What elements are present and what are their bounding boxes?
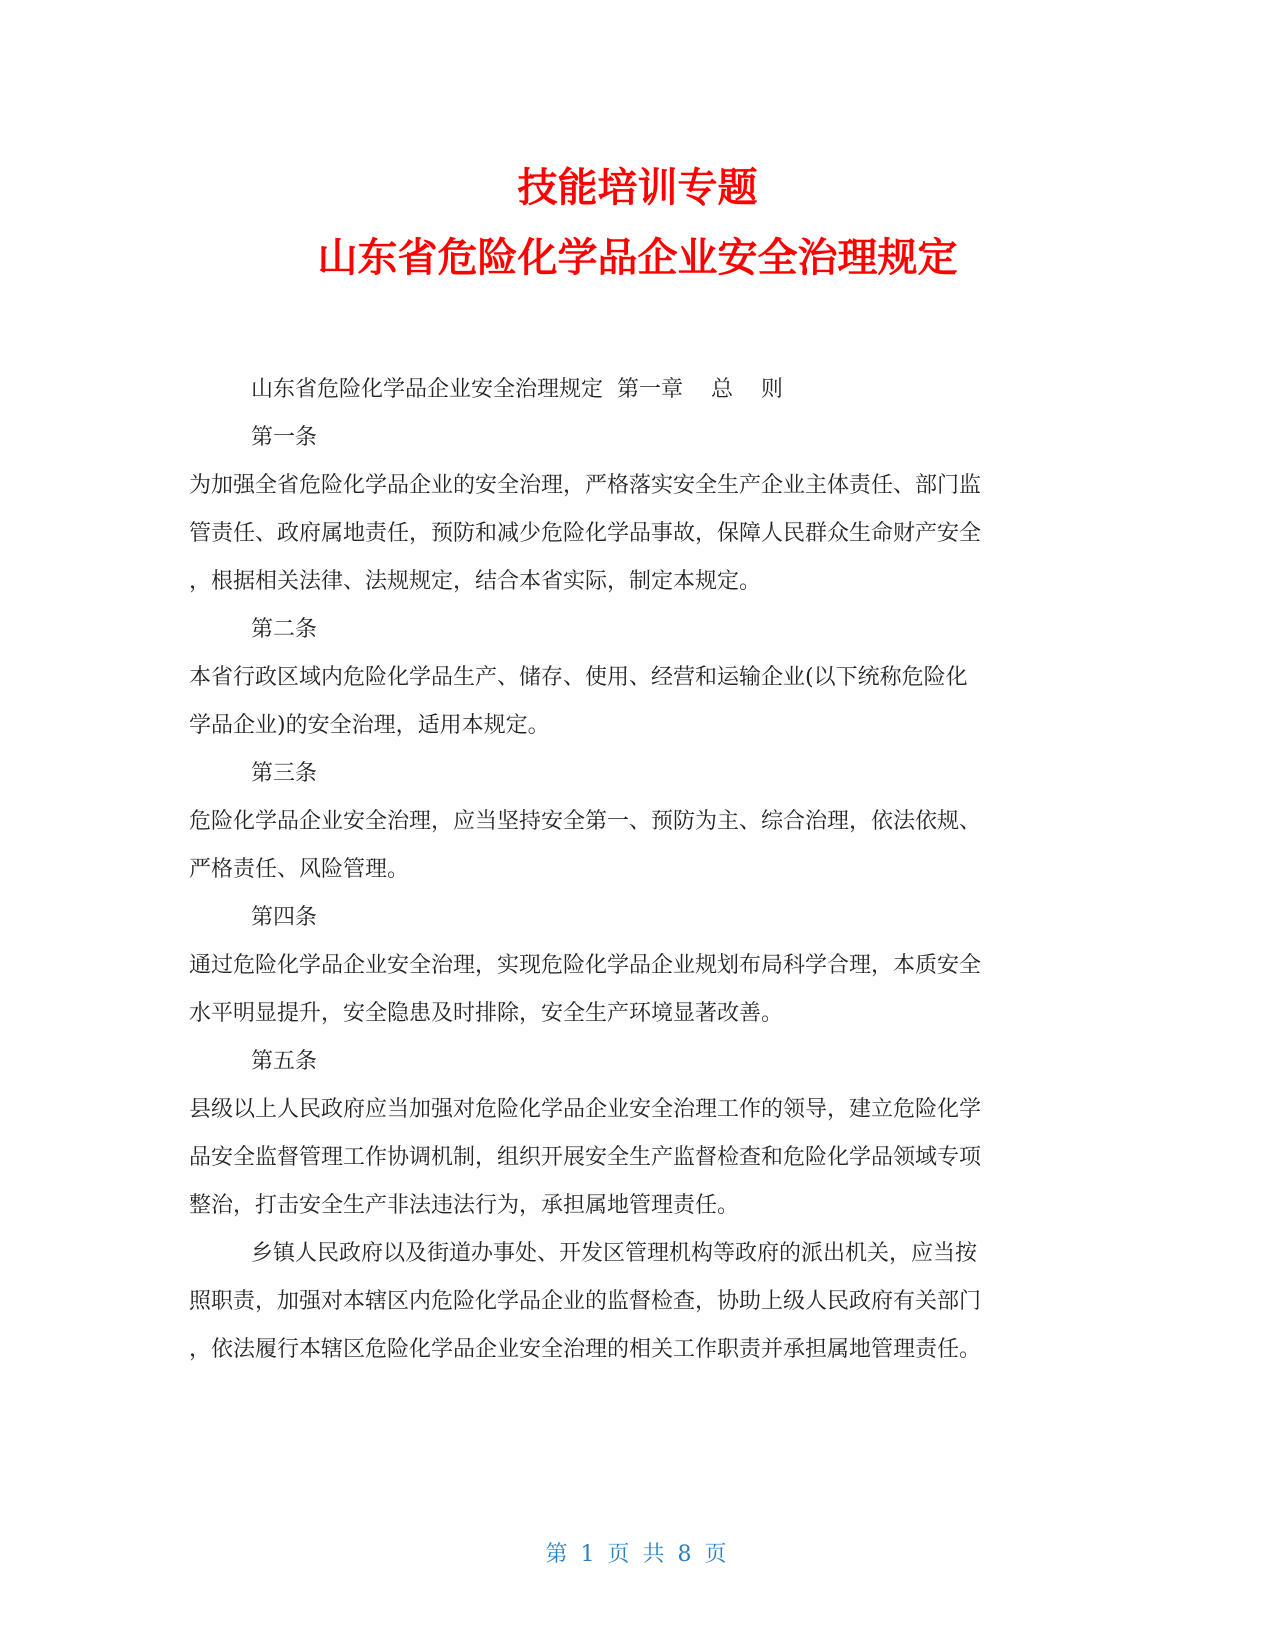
article-line: ，根据相关法律、法规规定，结合本省实际，制定本规定。 [189,569,762,594]
article-line: 照职责，加强对本辖区内危险化学品企业的监督检查，协助上级人民政府有关部门 [189,1289,982,1314]
article-line: 县级以上人民政府应当加强对危险化学品企业安全治理工作的领导，建立危险化学 [189,1097,982,1122]
article-line: 水平明显提升，安全隐患及时排除，安全生产环境显著改善。 [189,1001,784,1026]
article-line: ，依法履行本辖区危险化学品企业安全治理的相关工作职责并承担属地管理责任。 [189,1337,982,1362]
article-line: 品安全监督管理工作协调机制，组织开展安全生产监督检查和危险化学品领域专项 [189,1145,982,1170]
article-title: 第二条 [251,617,318,642]
chapter-heading: 山东省危险化学品企业安全治理规定 第一章 总 则 [251,377,783,402]
article-line: 危险化学品企业安全治理，应当坚持安全第一、预防为主、综合治理，依法依规、 [189,809,982,834]
article-title: 第一条 [251,425,318,450]
article-line: 整治，打击安全生产非法违法行为，承担属地管理责任。 [189,1193,740,1218]
article-title: 第四条 [251,905,318,930]
article-line: 为加强全省危险化学品企业的安全治理，严格落实安全生产企业主体责任、部门监 [189,473,982,498]
article-line: 通过危险化学品企业安全治理，实现危险化学品企业规划布局科学合理，本质安全 [189,953,982,978]
document-title-line1: 技能培训专题 [517,165,758,211]
page-indicator: 第 1 页 共 8 页 [545,1542,730,1567]
article-line: 严格责任、风险管理。 [189,857,410,882]
article-line: 学品企业)的安全治理，适用本规定。 [189,713,550,738]
document-title-line2: 山东省危险化学品企业安全治理规定 [317,235,958,281]
article-title: 第三条 [251,761,318,786]
article-title: 第五条 [251,1049,318,1074]
article-line: 管责任、政府属地责任，预防和减少危险化学品事故，保障人民群众生命财产安全 [189,521,982,546]
article-line: 本省行政区域内危险化学品生产、储存、使用、经营和运输企业(以下统称危险化 [189,665,968,690]
article-line: 乡镇人民政府以及街道办事处、开发区管理机构等政府的派出机关，应当按 [251,1241,978,1266]
document-body [189,366,1089,1374]
